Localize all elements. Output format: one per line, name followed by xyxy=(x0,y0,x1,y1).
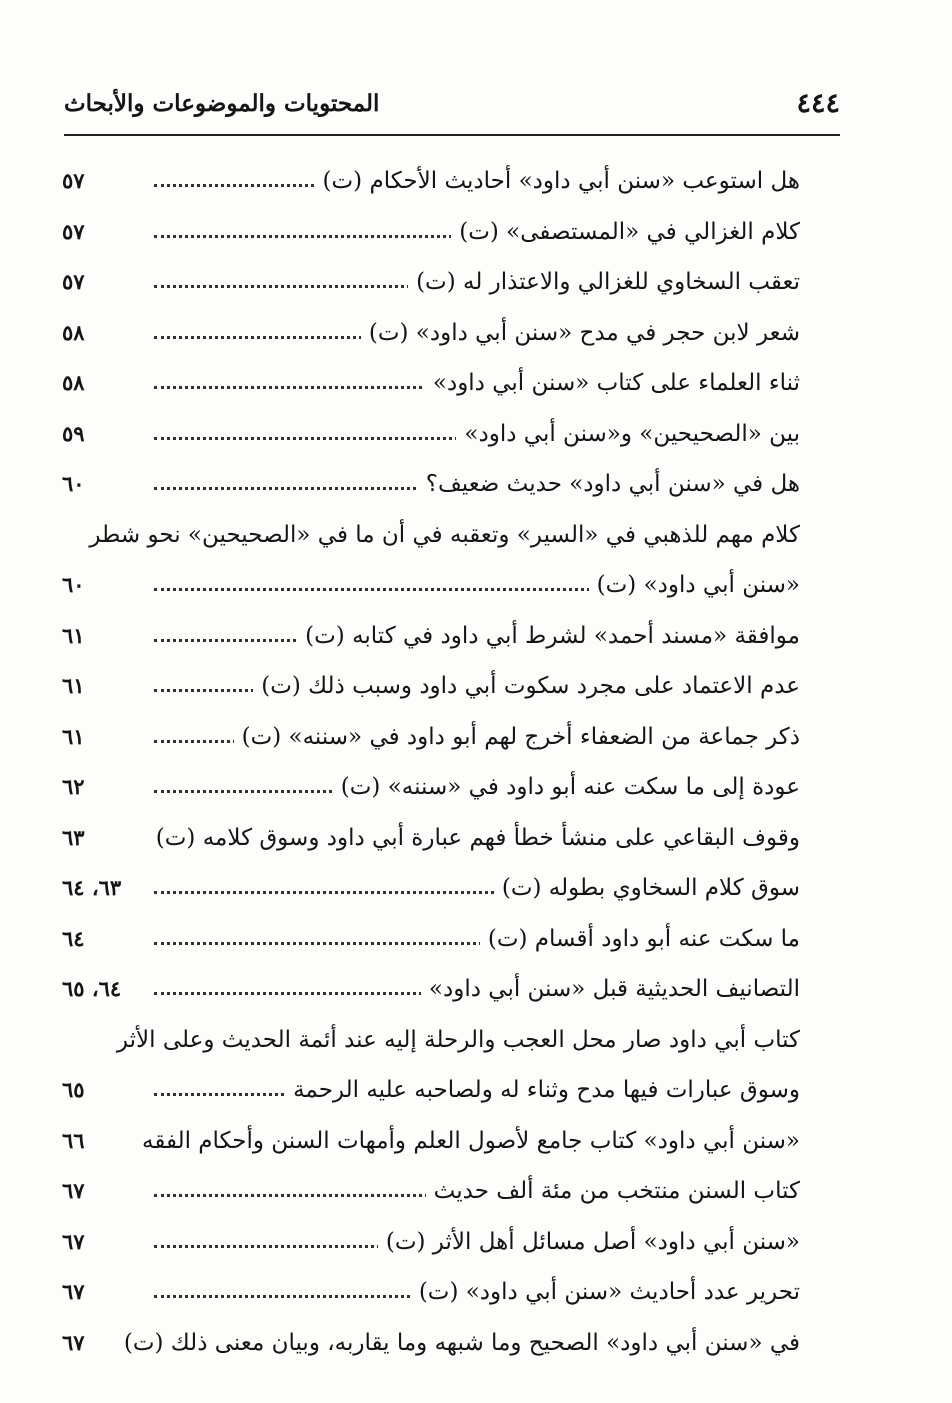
toc-entry-title: تعقب السخاوي للغزالي والاعتذار له (ت) xyxy=(408,269,800,295)
toc-entry xyxy=(62,160,800,211)
toc-entry-page: ٦٣ xyxy=(62,824,85,850)
toc-entry-page: ٦٣، ٦٤ xyxy=(62,875,122,900)
header-divider xyxy=(64,134,840,136)
toc-entry-page: ٦٧ xyxy=(62,1329,85,1355)
toc-entry-title: بين «الصحيحين» و«سنن أبي داود» xyxy=(456,421,800,447)
toc-entry-page: ٦٠ xyxy=(62,572,85,597)
toc-entry-page: ٦٥ xyxy=(62,1077,85,1102)
toc-entry xyxy=(62,261,800,312)
toc-entry xyxy=(62,362,800,413)
toc-entry-title: كلام مهم للذهبي في «السير» وتعقبه في أن ما في «الصحيحين» نحو شطر xyxy=(89,521,800,548)
toc-entry xyxy=(62,1170,800,1221)
toc-entry-title: في «سنن أبي داود» الصحيح وما شبهه وما يقاربه، وبيان معنى ذلك (ت) xyxy=(116,1330,800,1356)
toc-entry-page: ٦٢ xyxy=(62,774,85,799)
toc-entry xyxy=(62,514,800,565)
toc-entry-title: سوق كلام السخاوي بطوله (ت) xyxy=(494,875,800,901)
toc-entry-title: تحرير عدد أحاديث «سنن أبي داود» (ت) xyxy=(411,1279,800,1305)
toc-entry xyxy=(62,1322,800,1373)
toc-entry-page: ٥٧ xyxy=(62,168,85,193)
toc-entry-title: عودة إلى ما سكت عنه أبو داود في «سننه» (ت) xyxy=(333,774,800,800)
toc-entry xyxy=(62,968,800,1019)
toc-entry xyxy=(62,564,800,615)
toc-entry-page: ٥٨ xyxy=(62,370,85,395)
toc-entry-page: ٦١ xyxy=(62,622,85,648)
toc-entry-title: كتاب أبي داود صار محل العجب والرحلة إليه عند أئمة الحديث وعلى الأثر xyxy=(116,1026,800,1053)
toc-entry-page: ٦١ xyxy=(62,673,85,698)
toc-entry xyxy=(62,413,800,464)
toc-entry xyxy=(62,867,800,918)
toc-entry xyxy=(62,918,800,969)
toc-entry-title: عدم الاعتماد على مجرد سكوت أبي داود وسبب ذلك (ت) xyxy=(253,673,800,699)
toc-entry xyxy=(62,615,800,666)
toc-entry-title: وقوف البقاعي على منشأ خطأ فهم عبارة أبي داود وسوق كلامه (ت) xyxy=(148,825,800,851)
toc-entry-title: «سنن أبي داود» (ت) xyxy=(589,572,800,598)
toc-entry xyxy=(62,1120,800,1171)
toc-entry-title: ثناء العلماء على كتاب «سنن أبي داود» xyxy=(425,370,800,396)
toc-entry xyxy=(62,665,800,716)
toc-entry-page: ٦٧ xyxy=(62,1279,85,1304)
running-header xyxy=(64,84,840,126)
toc-entry-page: ٦٤ xyxy=(62,925,85,951)
header-page-number: ٤٤٤ xyxy=(796,88,840,119)
toc-entry-page: ٦٤، ٦٥ xyxy=(62,976,122,1001)
toc-entry-title: شعر لابن حجر في مدح «سنن أبي داود» (ت) xyxy=(361,320,800,346)
toc-entry xyxy=(62,1221,800,1272)
toc-entry xyxy=(62,817,800,868)
toc-entry xyxy=(62,716,800,767)
toc-entry xyxy=(62,766,800,817)
toc-entry-title: هل استوعب «سنن أبي داود» أحاديث الأحكام (ت) xyxy=(315,168,800,194)
toc-entry xyxy=(62,1271,800,1322)
toc-entry-title: التصانيف الحديثية قبل «سنن أبي داود» xyxy=(421,976,800,1002)
toc-entry-title: ذكر جماعة من الضعفاء أخرج لهم أبو داود في «سننه» (ت) xyxy=(234,724,800,750)
toc-entry xyxy=(62,463,800,514)
toc-entry-title: «سنن أبي داود» كتاب جامع لأصول العلم وأمهات السنن وأحكام الفقه xyxy=(134,1128,800,1154)
toc-entry-title: ما سكت عنه أبو داود أقسام (ت) xyxy=(480,926,800,952)
toc-entry xyxy=(62,1069,800,1120)
toc-entry-page: ٥٩ xyxy=(62,420,85,446)
toc-entry-title: كتاب السنن منتخب من مئة ألف حديث xyxy=(426,1178,800,1204)
toc-entry-page: ٦١ xyxy=(62,723,85,749)
toc-entry-page: ٦٦ xyxy=(62,1127,85,1153)
toc-entry-title: كلام الغزالي في «المستصفى» (ت) xyxy=(451,219,800,245)
toc-entry-title: وسوق عبارات فيها مدح وثناء له ولصاحبه عليه الرحمة xyxy=(285,1077,800,1103)
table-of-contents xyxy=(62,160,800,1372)
toc-entry xyxy=(62,312,800,363)
toc-entry-title: موافقة «مسند أحمد» لشرط أبي داود في كتابه (ت) xyxy=(297,623,800,649)
toc-entry-page: ٦٠ xyxy=(62,471,85,496)
toc-entry-page: ٥٨ xyxy=(62,319,85,345)
toc-entry xyxy=(62,211,800,262)
toc-entry xyxy=(62,1019,800,1070)
header-title: المحتويات والموضوعات والأبحاث xyxy=(64,90,380,117)
toc-entry-title: هل في «سنن أبي داود» حديث ضعيف؟ xyxy=(418,471,800,497)
toc-entry-page: ٦٧ xyxy=(62,1178,85,1203)
toc-entry-title: «سنن أبي داود» أصل مسائل أهل الأثر (ت) xyxy=(378,1229,800,1255)
toc-entry-page: ٥٧ xyxy=(62,218,85,244)
toc-entry-page: ٥٧ xyxy=(62,269,85,294)
toc-entry-page: ٦٧ xyxy=(62,1228,85,1254)
